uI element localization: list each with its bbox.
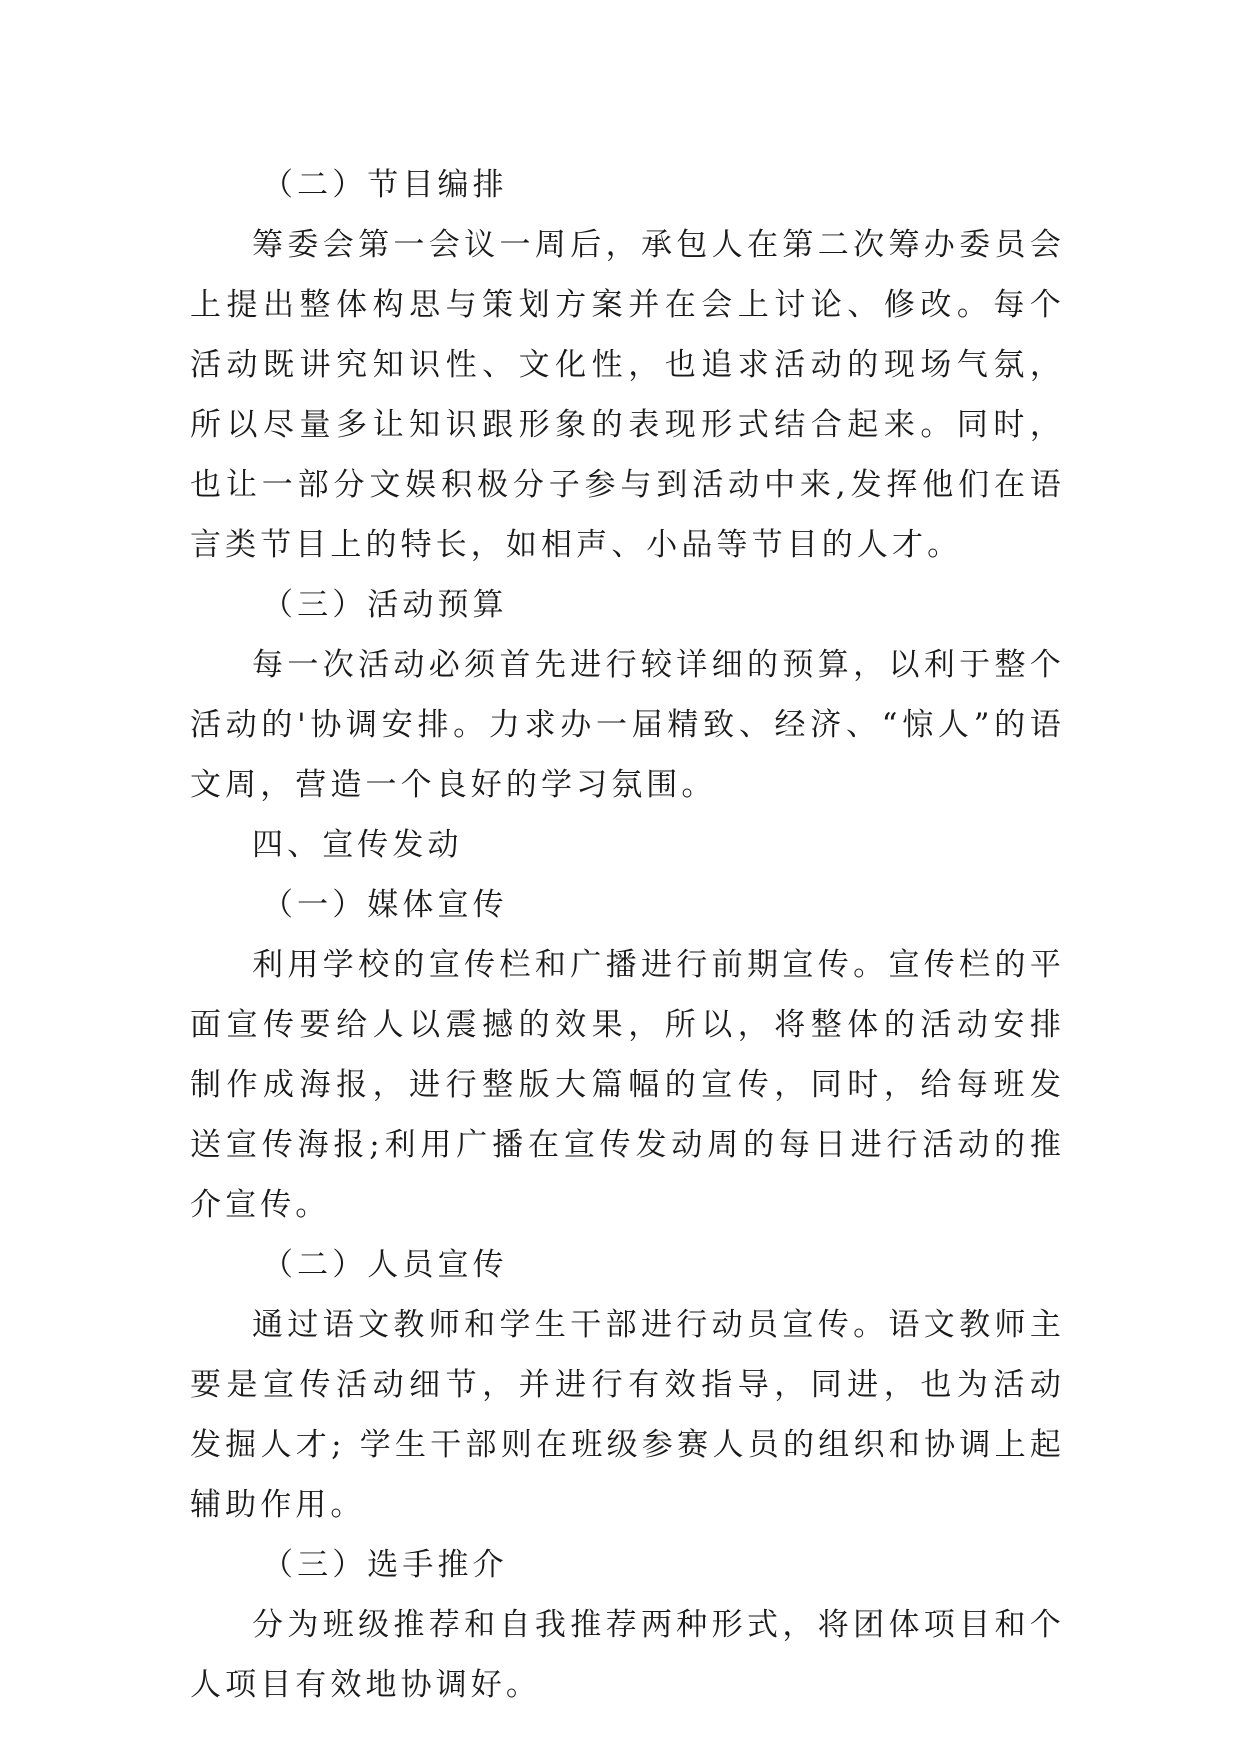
section-heading-publicity: 四、宣传发动 xyxy=(252,827,463,863)
paragraph-activity-budget: 每一次活动必须首先进行较详细的预算，以利于整个活动的'协调安排。力求办一届精致、经济、“惊人”的语文周，营造一个良好的学习氛围。 xyxy=(190,647,1065,803)
paragraph-contestant-recommendation: 分为班级推荐和自我推荐两种形式，将团体项目和个人项目有效地协调好。 xyxy=(190,1607,1065,1703)
paragraph-personnel-publicity: 通过语文教师和学生干部进行动员宣传。语文教师主要是宣传活动细节，并进行有效指导，同进，也为活动发掘人才; 学生干部则在班级参赛人员的组织和协调上起辅助作用。 xyxy=(190,1307,1065,1523)
paragraph-program-arrangement: 筹委会第一会议一周后，承包人在第二次筹办委员会上提出整体构思与策划方案并在会上讨论、修改。每个活动既讲究知识性、文化性，也追求活动的现场气氛，所以尽量多让知识跟形象的表现形式结合起来。同时，也让一部分文娱积极分子参与到活动中来,发挥他们在语言类节目上的特长，如相声、小品等节目的人才。 xyxy=(190,227,1065,563)
document-body xyxy=(190,155,1065,1715)
subheading-activity-budget: （三）活动预算 xyxy=(262,587,508,623)
subheading-program-arrangement: （二）节目编排 xyxy=(262,167,508,203)
subheading-media-publicity: （一）媒体宣传 xyxy=(262,887,508,923)
subheading-contestant-recommendation: （三）选手推介 xyxy=(262,1547,508,1583)
paragraph-media-publicity: 利用学校的宣传栏和广播进行前期宣传。宣传栏的平面宣传要给人以震撼的效果，所以，将整体的活动安排制作成海报，进行整版大篇幅的宣传，同时，给每班发送宣传海报;利用广播在宣传发动周的每日进行活动的推介宣传。 xyxy=(190,947,1065,1223)
subheading-personnel-publicity: （二）人员宣传 xyxy=(262,1247,508,1283)
